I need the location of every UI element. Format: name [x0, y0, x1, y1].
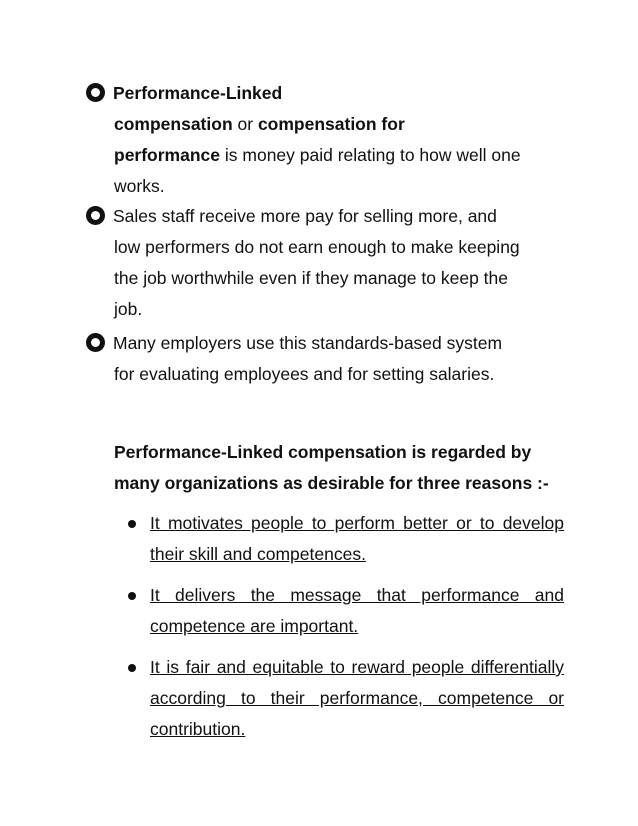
term-compensation: compensation	[114, 114, 233, 134]
circle-bullet-icon	[86, 206, 105, 225]
reason-text: It delivers the message that performance and competence are important.	[150, 585, 564, 636]
list-item	[128, 580, 564, 642]
text-line: Sales staff receive more pay for selling more, and	[113, 206, 497, 226]
text-fragment: is money paid relating to how well one	[220, 145, 521, 165]
reason-text: It is fair and equitable to reward people differentially according to their performance, competence or contribution.	[150, 657, 564, 739]
circle-bullet-icon	[86, 333, 105, 352]
bullet-block-3	[86, 328, 576, 390]
text-line: for evaluating employees and for setting salaries.	[114, 364, 495, 384]
bullet-block-2	[86, 201, 576, 325]
reasons-heading	[114, 437, 594, 499]
reason-text: It motivates people to perform better or to develop their skill and competences.	[150, 513, 564, 564]
reasons-list	[128, 508, 564, 755]
bullet-block-1	[86, 78, 576, 202]
heading-line-2: many organizations as desirable for three reasons :-	[114, 473, 549, 493]
text-line: the job worthwhile even if they manage to keep the	[114, 268, 508, 288]
term-compensation-for: compensation for	[257, 114, 405, 134]
term-performance-linked: Performance-Linked	[113, 83, 283, 103]
text-fragment: or	[232, 114, 258, 134]
dot-bullet-icon	[128, 520, 136, 528]
circle-bullet-icon	[86, 83, 105, 102]
heading-line-1: Performance-Linked compensation is regarded by	[114, 442, 532, 462]
list-item	[128, 508, 564, 570]
text-line: job.	[114, 299, 143, 319]
text-line: Many employers use this standards-based system	[113, 333, 503, 353]
dot-bullet-icon	[128, 592, 136, 600]
text-line: works.	[114, 176, 165, 196]
dot-bullet-icon	[128, 664, 136, 672]
term-performance: performance	[114, 145, 221, 165]
list-item	[128, 652, 564, 745]
text-line: low performers do not earn enough to make keeping	[114, 237, 520, 257]
